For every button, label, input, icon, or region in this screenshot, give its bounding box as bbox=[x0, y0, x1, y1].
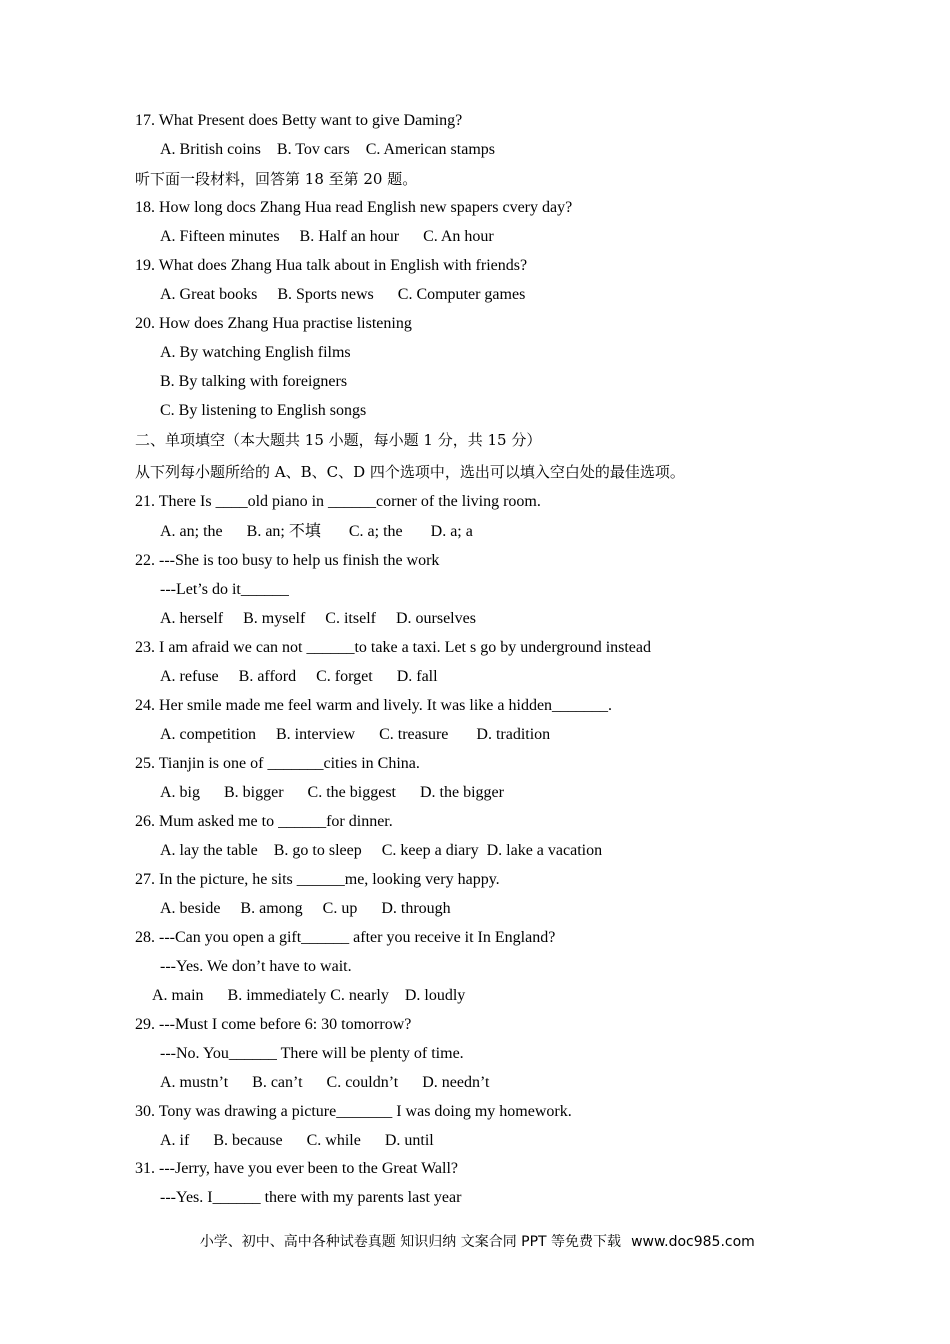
options-30: A. if B. because C. while D. until bbox=[160, 1132, 434, 1149]
options-28: A. main B. immediately C. nearly D. loudly bbox=[152, 987, 466, 1004]
page-footer bbox=[182, 1212, 755, 1272]
option-20-b: B. By talking with foreigners bbox=[160, 373, 348, 390]
option-20-c: C. By listening to English songs bbox=[160, 402, 367, 419]
question-29-reply: ---No. You______ There will be plenty of time. bbox=[160, 1045, 464, 1062]
options-19: A. Great books B. Sports news C. Computer games bbox=[160, 286, 526, 303]
question-31: 31. ---Jerry, have you ever been to the Great Wall? bbox=[135, 1160, 459, 1177]
question-18: 18. How long docs Zhang Hua read English new spapers cvery day? bbox=[135, 199, 573, 216]
footer-text: 小学、初中、高中各种试卷真题 知识归纳 文案合同 PPT 等免费下载 bbox=[199, 1234, 622, 1250]
question-24: 24. Her smile made me feel warm and lively. It was like a hidden_______. bbox=[135, 697, 613, 714]
question-29: 29. ---Must I come before 6: 30 tomorrow? bbox=[135, 1016, 412, 1033]
question-22: 22. ---She is too busy to help us finish the work bbox=[135, 552, 440, 569]
question-30: 30. Tony was drawing a picture_______ I was doing my homework. bbox=[135, 1103, 572, 1120]
question-26: 26. Mum asked me to ______for dinner. bbox=[135, 813, 393, 830]
options-22: A. herself B. myself C. itself D. ourselves bbox=[160, 610, 476, 627]
question-27: 27. In the picture, he sits ______me, looking very happy. bbox=[135, 871, 500, 888]
options-23: A. refuse B. afford C. forget D. fall bbox=[160, 668, 438, 685]
options-18: A. Fifteen minutes B. Half an hour C. An hour bbox=[160, 228, 494, 245]
question-23: 23. I am afraid we can not ______to take a taxi. Let s go by underground instead bbox=[135, 639, 652, 656]
options-24: A. competition B. interview C. treasure D. tradition bbox=[160, 726, 551, 743]
options-27: A. beside B. among C. up D. through bbox=[160, 900, 451, 917]
question-22-reply: ---Let’s do it______ bbox=[160, 581, 289, 598]
section-heading: 二、单项填空（本大题共 15 小题，每小题 1 分，共 15 分） bbox=[135, 431, 542, 449]
section-instruction: 从下列每小题所给的 A、B、C、D 四个选项中，选出可以填入空白处的最佳选项。 bbox=[135, 463, 685, 481]
footer-url[interactable]: www.doc985.com bbox=[631, 1234, 755, 1250]
question-25: 25. Tianjin is one of _______cities in China. bbox=[135, 755, 420, 772]
question-20: 20. How does Zhang Hua practise listening bbox=[135, 315, 412, 332]
question-17: 17. What Present does Betty want to give Daming? bbox=[135, 112, 463, 129]
question-28-reply: ---Yes. We don’t have to wait. bbox=[160, 958, 352, 975]
question-19: 19. What does Zhang Hua talk about in English with friends? bbox=[135, 257, 528, 274]
listening-instruction: 听下面一段材料，回答第 18 至第 20 题。 bbox=[135, 170, 418, 188]
options-29: A. mustn’t B. can’t C. couldn’t D. needn’t bbox=[160, 1074, 490, 1091]
options-21: A. an; the B. an; 不填 C. a; the D. a; a bbox=[160, 523, 473, 540]
question-28: 28. ---Can you open a gift______ after you receive it In England? bbox=[135, 929, 556, 946]
options-26: A. lay the table B. go to sleep C. keep a diary D. lake a vacation bbox=[160, 842, 603, 859]
options-17: A. British coins B. Tov cars C. American stamps bbox=[160, 141, 495, 158]
options-25: A. big B. bigger C. the biggest D. the bigger bbox=[160, 784, 504, 801]
question-31-reply: ---Yes. I______ there with my parents last year bbox=[160, 1189, 462, 1206]
option-20-a: A. By watching English films bbox=[160, 344, 351, 361]
question-21: 21. There Is ____old piano in ______corner of the living room. bbox=[135, 493, 541, 510]
